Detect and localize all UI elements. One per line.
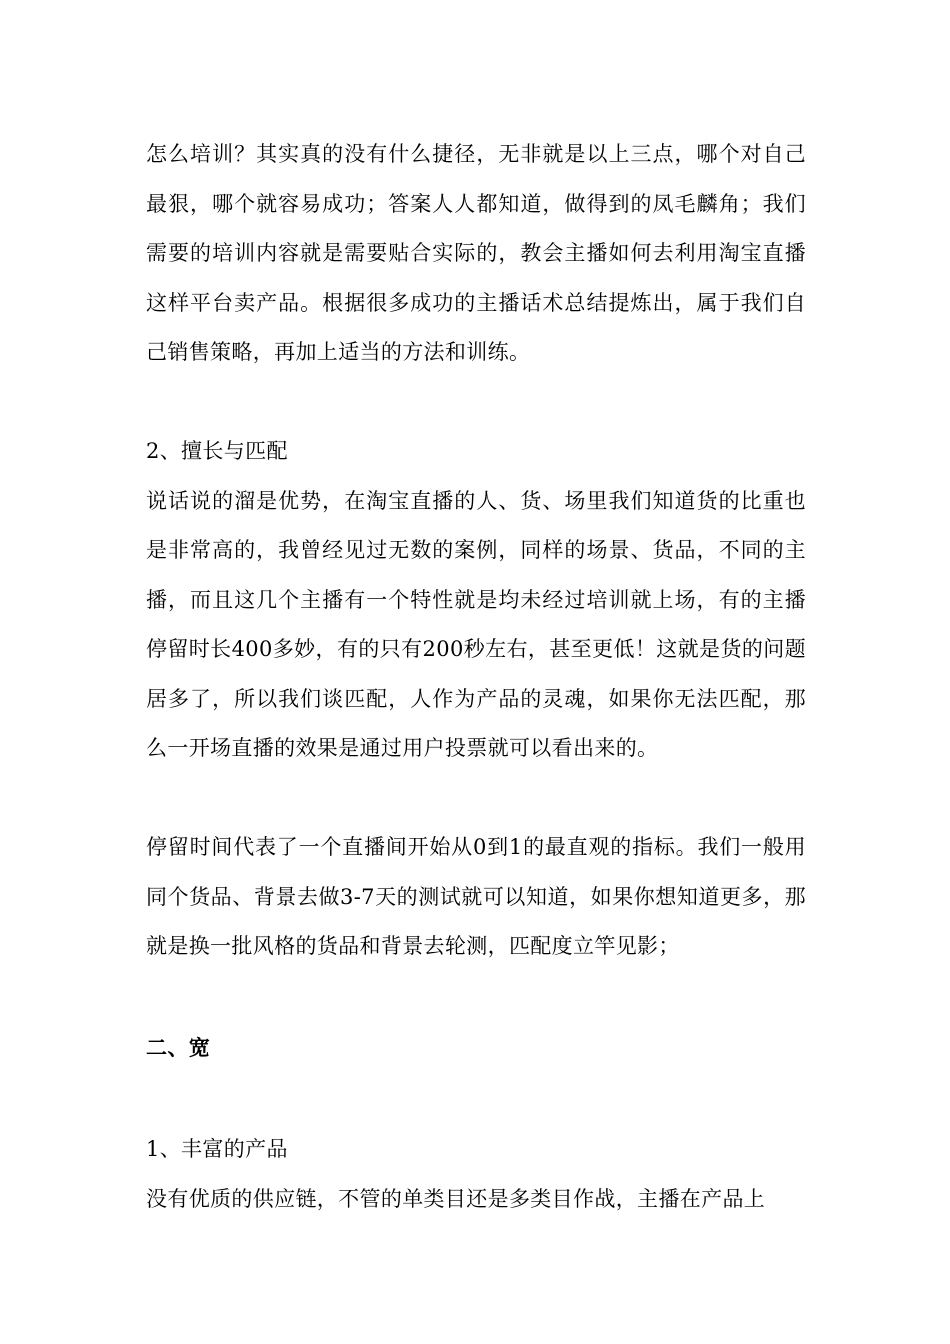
spacer (146, 972, 806, 1024)
document-body (146, 130, 806, 1224)
spacer (146, 1073, 806, 1125)
paragraph-dwell-time: 停留时间代表了一个直播间开始从0到1的最直观的指标。我们一般用同个货品、背景去做3-7天的测试就可以知道，如果你想知道更多，那就是换一批风格的货品和背景去轮测，匹配度立竿见影； (146, 835, 806, 958)
paragraph-skill-match: 说话说的溜是优势，在淘宝直播的人、货、场里我们知道货的比重也是非常高的，我曾经见过无数的案例，同样的场景、货品，不同的主播，而且这几个主播有一个特性就是均未经过培训就上场，有的主播停留时长400多妙，有的只有200秒左右，甚至更低！这就是货的问题居多了，所以我们谈匹配，人作为产品的灵魂，如果你无法匹配，那么一开场直播的效果是通过用户投票就可以看出来的。 (146, 488, 806, 760)
heading-rich-products: 1、丰富的产品 (146, 1137, 288, 1161)
heading-skill-match: 2、擅长与匹配 (146, 439, 288, 463)
paragraph-supply-chain: 没有优质的供应链，不管的单类目还是多类目作战，主播在产品上 (146, 1186, 766, 1211)
paragraph-training: 怎么培训？其实真的没有什么捷径，无非就是以上三点，哪个对自己最狠，哪个就容易成功；答案人人都知道，做得到的凤毛麟角；我们需要的培训内容就是需要贴合实际的，教会主播如何去利用淘宝直播这样平台卖产品。根据很多成功的主播话术总结提炼出，属于我们自己销售策略，再加上适当的方法和训练。 (146, 142, 806, 364)
spacer (146, 378, 806, 428)
spacer (146, 774, 806, 824)
section-heading-two: 二、宽 (146, 1035, 211, 1060)
